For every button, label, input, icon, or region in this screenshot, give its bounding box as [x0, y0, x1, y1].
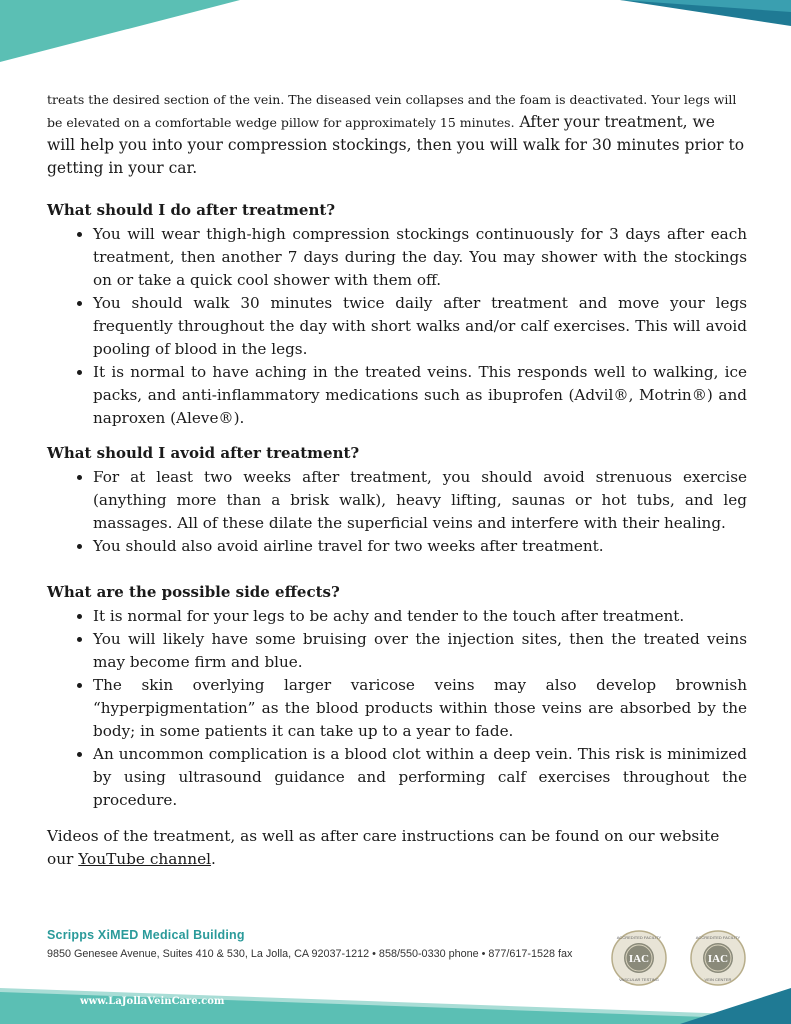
top-right-corner-shape: [620, 0, 791, 26]
youtube-channel-link[interactable]: YouTube channel: [78, 850, 212, 868]
footer-address: 9850 Genesee Avenue, Suites 410 & 530, La Jolla, CA 92037-1212 • 858/550-0330 phone • 877/617-1528 fax: [47, 948, 573, 960]
intro-small-text: treats the desired section of the vein. The diseased vein collapses and the foam is deactivated. Your legs will be elevated on a comfortable wedge pillow for approximately 15 minutes.: [47, 92, 737, 130]
section-after-treatment: [47, 201, 747, 430]
document-body: [47, 88, 747, 868]
section-side-effects: [47, 583, 747, 812]
accreditation-seal-vein-center: [690, 930, 746, 986]
list-item: • The skin overlying larger varicose veins may also develop brownish “hyperpigmentation” as the blood products within those veins are absorbed by the body; in some patients it can take up to a year to fade.: [93, 674, 747, 743]
outro-paragraph: [47, 825, 747, 871]
list-item: • You will likely have some bruising over the injection sites, then the treated veins may become firm and blue.: [93, 628, 747, 674]
seal-bottom-text: VEIN CENTER: [704, 977, 732, 982]
intro-large-text: After your treatment, we will help you into your compression stockings, then you will walk for 30 minutes prior to getting in your car.: [47, 113, 745, 177]
list-item: • You will wear thigh-high compression stockings continuously for 3 days after each treatment, then another 7 days during the day. You may shower with the stockings on or take a quick cool shower with them off.: [93, 223, 747, 292]
list-item: • You should also avoid airline travel for two weeks after treatment.: [93, 535, 747, 558]
list-item: • For at least two weeks after treatment, you should avoid strenuous exercise (anything more than a brisk walk), heavy lifting, saunas or hot tubs, and leg massages. All of these dilate the superficial veins and interfere with their healing.: [93, 466, 747, 535]
footer-building-name: Scripps XiMED Medical Building: [47, 928, 245, 942]
top-left-corner-shape: [0, 0, 240, 62]
section-heading: What should I do after treatment?: [47, 201, 336, 219]
intro-paragraph: [47, 88, 747, 180]
outro-end: .: [211, 850, 216, 868]
section-avoid: [47, 444, 747, 558]
footer-website[interactable]: www.LaJollaVeinCare.com: [80, 996, 225, 1007]
list-item: • You should walk 30 minutes twice daily after treatment and move your legs frequently throughout the day with short walks and/or calf exercises. This will avoid pooling of blood in the legs.: [93, 292, 747, 361]
bullet-list: [47, 605, 747, 812]
list-item: • It is normal for your legs to be achy and tender to the touch after treatment.: [93, 605, 747, 628]
list-item: • It is normal to have aching in the treated veins. This responds well to walking, ice packs, and anti-inflammatory medications such as ibuprofen (Advil®, Motrin®) and naproxen (Aleve®).: [93, 361, 747, 430]
section-heading: What are the possible side effects?: [47, 583, 340, 601]
accreditation-seal-vascular-testing: [611, 930, 667, 986]
list-item: • An uncommon complication is a blood clot within a deep vein. This risk is minimized by using ultrasound guidance and performing calf exercises throughout the procedure.: [93, 743, 747, 812]
section-heading: What should I avoid after treatment?: [47, 444, 360, 462]
seal-abbr: IAC: [628, 953, 650, 965]
seal-bottom-text: VASCULAR TESTING: [619, 977, 659, 982]
outro-text: Videos of the treatment, as well as after care instructions can be found on our website our: [47, 827, 720, 868]
bullet-list: [47, 466, 747, 558]
bullet-list: [47, 223, 747, 430]
seal-top-text: ACCREDITED FACILITY: [616, 935, 662, 940]
seal-abbr: IAC: [707, 953, 729, 965]
seal-top-text: ACCREDITED FACILITY: [695, 935, 741, 940]
